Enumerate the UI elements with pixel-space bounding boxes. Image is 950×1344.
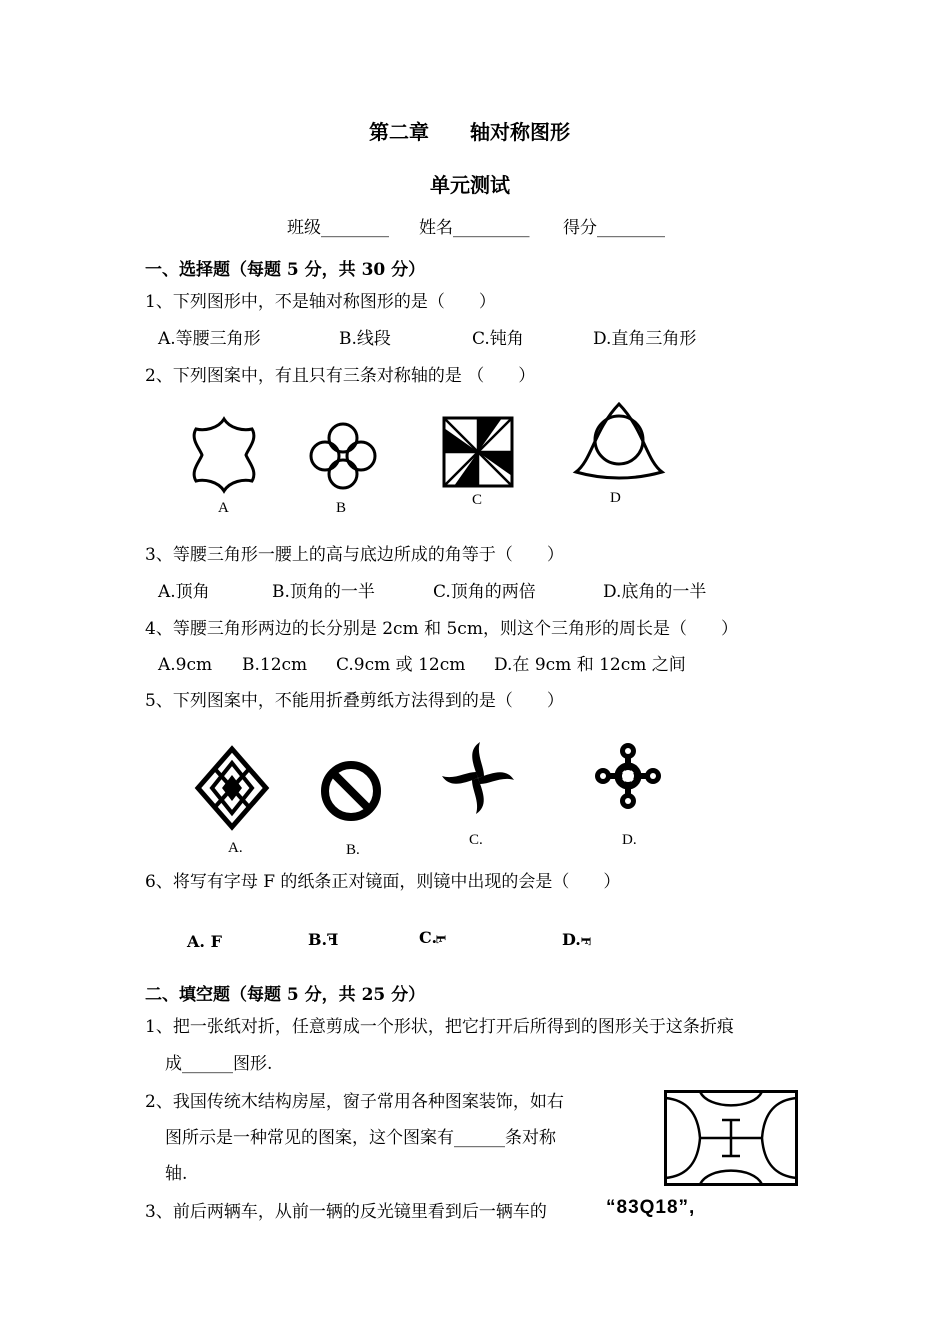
q2-figure-d-icon — [574, 400, 664, 484]
q6-glyph-b: F — [327, 930, 339, 949]
q2-label-d: D — [610, 490, 621, 506]
score-field[interactable]: 得分________ — [563, 218, 665, 238]
q2-label-b: B — [336, 500, 347, 516]
q6-glyph-c: F — [434, 934, 449, 944]
page-title: 轴对称图形 — [470, 120, 570, 144]
q3-option-c: C.顶角的两倍 — [433, 582, 536, 602]
q3-option-a: A.顶角 — [158, 582, 210, 602]
q5-label-a: A. — [228, 840, 243, 856]
q6-label-c: C. — [419, 928, 438, 947]
q6-option-c — [419, 928, 449, 947]
fill-q1-line2: 成______图形. — [165, 1054, 273, 1074]
q5-label-b: B. — [346, 842, 360, 858]
q5-figure-d-icon — [592, 740, 664, 812]
section2-heading: 二、填空题（每题 5 分，共 25 分） — [145, 985, 426, 1005]
fill-q2-line2: 图所示是一种常见的图案，这个图案有______条对称 — [165, 1128, 556, 1148]
section1-heading: 一、选择题（每题 5 分，共 30 分） — [145, 260, 426, 280]
q1-option-d: D.直角三角形 — [593, 329, 697, 349]
name-field[interactable]: 姓名_________ — [419, 218, 530, 238]
q5-label-c: C. — [469, 832, 483, 848]
q4-option-d: D.在 9cm 和 12cm 之间 — [494, 655, 686, 675]
q5-label-d: D. — [622, 832, 637, 848]
q4-text: 4、等腰三角形两边的长分别是 2cm 和 5cm，则这个三角形的周长是（ ） — [145, 619, 738, 639]
q2-figure-b-icon — [307, 420, 379, 492]
q6-option-d — [562, 930, 593, 949]
q1-option-a: A.等腰三角形 — [158, 329, 261, 349]
page-subtitle: 单元测试 — [430, 173, 510, 197]
class-field[interactable]: 班级________ — [287, 218, 389, 238]
q5-figure-c-icon — [440, 740, 516, 816]
q6-label-b: B. — [308, 930, 328, 949]
q5-figure-b-icon — [318, 758, 384, 824]
q4-option-a: A.9cm — [158, 655, 213, 675]
q3-text: 3、等腰三角形一腰上的高与底边所成的角等于（ ） — [145, 545, 564, 565]
q5-text: 5、下列图案中，不能用折叠剪纸方法得到的是（ ） — [145, 691, 564, 711]
q6-label-d: D. — [562, 930, 581, 949]
q1-option-b: B.线段 — [339, 329, 391, 349]
q2-label-c: C — [472, 492, 483, 508]
fill-q2-line1: 2、我国传统木结构房屋，窗子常用各种图案装饰，如右 — [145, 1092, 564, 1112]
license-plate-mirror: “83Q18”, — [606, 1197, 696, 1218]
chapter-label: 第二章 — [369, 120, 429, 144]
fill-q1-line1: 1、把一张纸对折，任意剪成一个形状，把它打开后所得到的图形关于这条折痕 — [145, 1017, 734, 1037]
q4-option-b: B.12cm — [242, 655, 308, 675]
q6-option-a — [187, 932, 222, 951]
window-pattern-icon — [664, 1090, 798, 1186]
q3-option-b: B.顶角的一半 — [272, 582, 375, 602]
q4-option-c: C.9cm 或 12cm — [336, 655, 466, 675]
q6-glyph-a: F — [210, 932, 222, 951]
q3-option-d: D.底角的一半 — [603, 582, 707, 602]
q1-text: 1、下列图形中，不是轴对称图形的是（ ） — [145, 292, 496, 312]
q2-figure-a-icon — [190, 415, 270, 495]
q2-label-a: A — [218, 500, 229, 516]
fill-q2-line3: 轴. — [165, 1164, 188, 1184]
q5-figure-a-icon — [194, 745, 270, 831]
q6-glyph-d: F — [578, 936, 593, 946]
q6-label-a: A. — [187, 932, 205, 951]
q6-option-b — [308, 930, 338, 949]
q1-option-c: C.钝角 — [472, 329, 524, 349]
q2-figure-c-icon — [442, 416, 514, 488]
q2-text: 2、下列图案中，有且只有三条对称轴的是 （ ） — [145, 366, 536, 386]
fill-q3-text: 3、前后两辆车，从前一辆的反光镜里看到后一辆车的 — [145, 1202, 547, 1222]
q6-text: 6、将写有字母 F 的纸条正对镜面，则镜中出现的会是（ ） — [145, 872, 621, 892]
